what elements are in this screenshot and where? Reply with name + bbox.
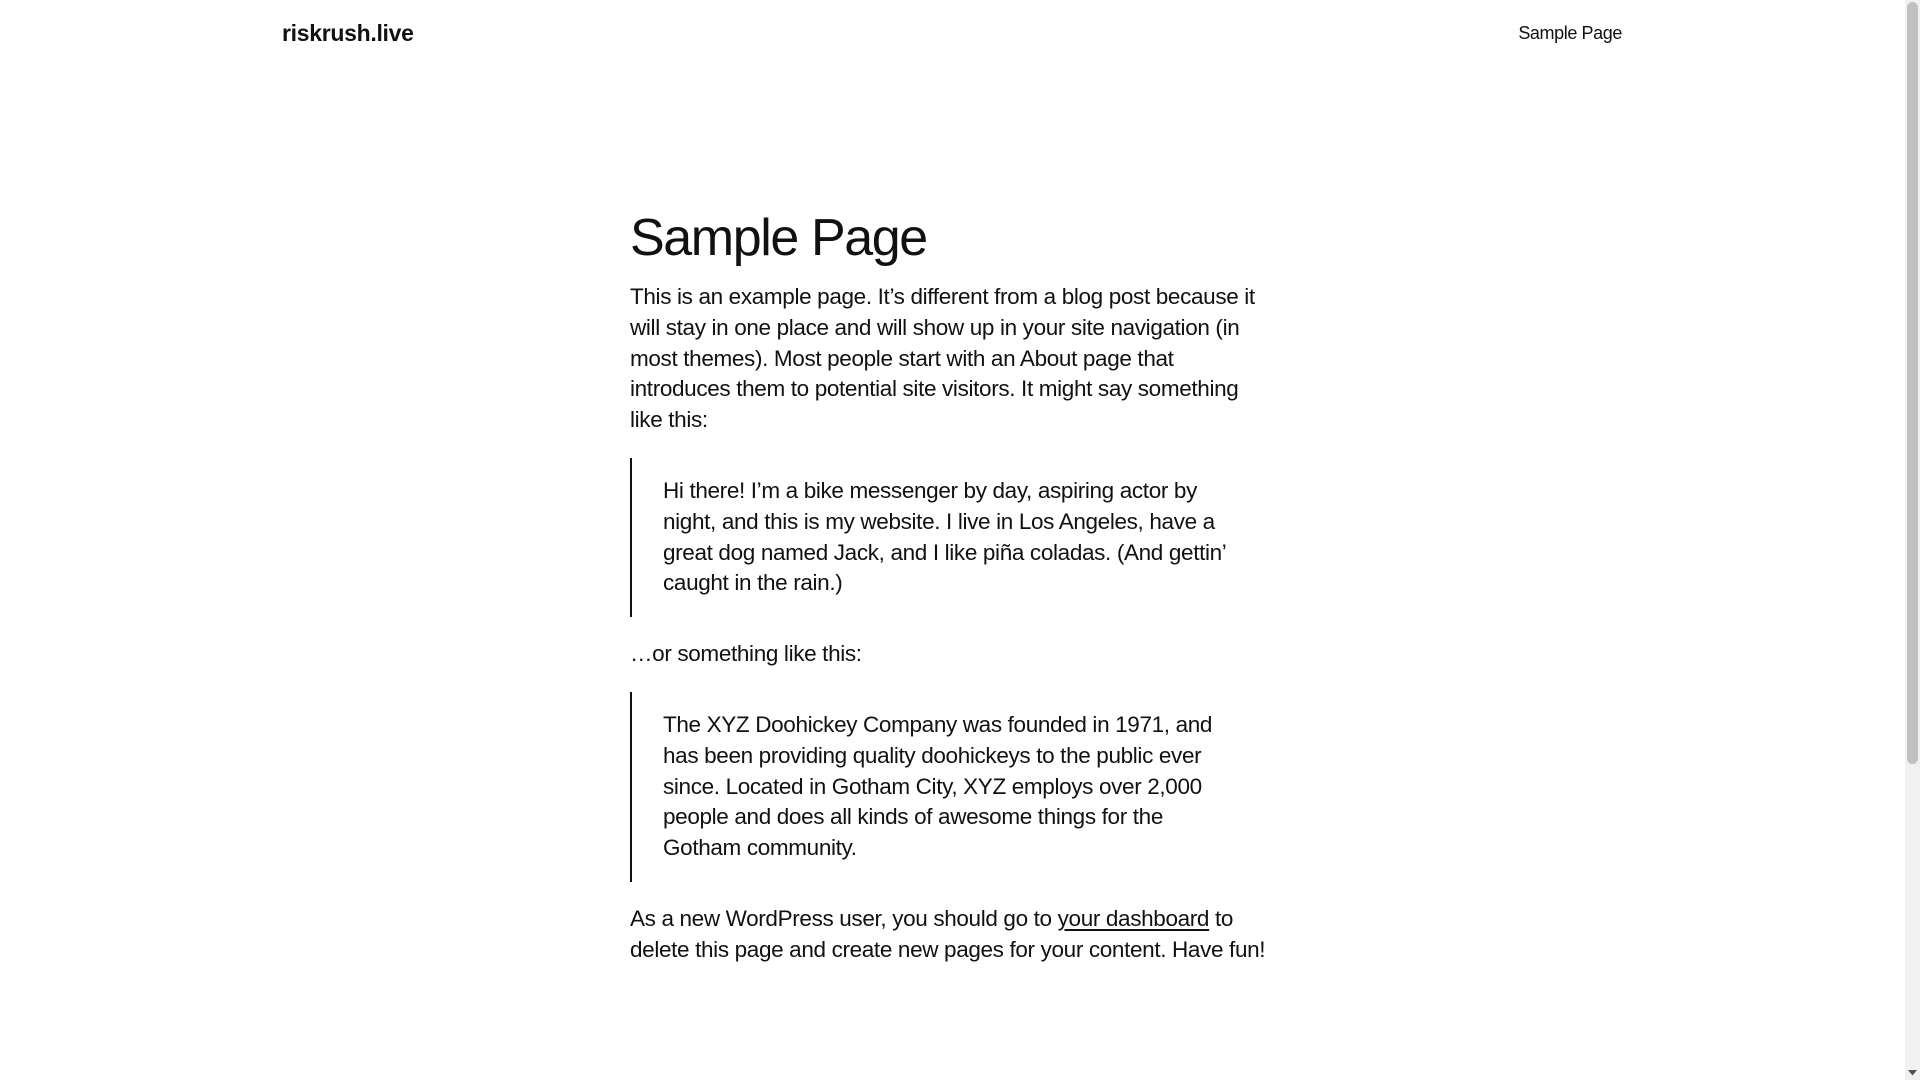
- quote-text: Hi there! I’m a bike messenger by day, aspiring actor by night, and this is my website. I live in Los Angeles, have a great dog named Jack, and I like piña coladas. (And gettin’ caught in the rain.): [663, 477, 1226, 596]
- intro-paragraph: This is an example page. It’s different from a blog post because it will stay in one place and will show up in your site navigation (in most themes). Most people start with an About page that introduces them to potential site visitors. It might say something like this:: [630, 284, 1255, 433]
- closing-text-before: As a new WordPress user, you should go to: [630, 905, 1058, 931]
- middle-paragraph: …or something like this:: [630, 641, 862, 667]
- main-content: [630, 204, 1270, 988]
- blockquote-bike-messenger: [630, 458, 1270, 617]
- site-title-link[interactable]: riskrush.live: [282, 20, 414, 46]
- chevron-down-icon: [1908, 1070, 1917, 1076]
- scroll-down-arrow[interactable]: [1905, 1065, 1920, 1080]
- nav-item-sample-page[interactable]: Sample Page: [1518, 23, 1622, 43]
- scrollbar-thumb[interactable]: [1907, 2, 1918, 764]
- vertical-scrollbar[interactable]: [1905, 0, 1920, 1080]
- quote-text: The XYZ Doohickey Company was founded in 1971, and has been providing quality doohickeys to the public ever since. Located in Gotham City, XYZ employs over 2,000 people and does all kinds of awesome things for the Gotham community.: [663, 711, 1213, 861]
- closing-text-after: to delete this page and create new pages for your content. Have fun!: [630, 905, 1266, 962]
- dashboard-link[interactable]: your dashboard: [1057, 905, 1210, 931]
- closing-paragraph: [630, 904, 1270, 966]
- blockquote-doohickey-company: [630, 692, 1270, 882]
- site-header: [282, 18, 1622, 54]
- page-title: Sample Page: [630, 209, 927, 267]
